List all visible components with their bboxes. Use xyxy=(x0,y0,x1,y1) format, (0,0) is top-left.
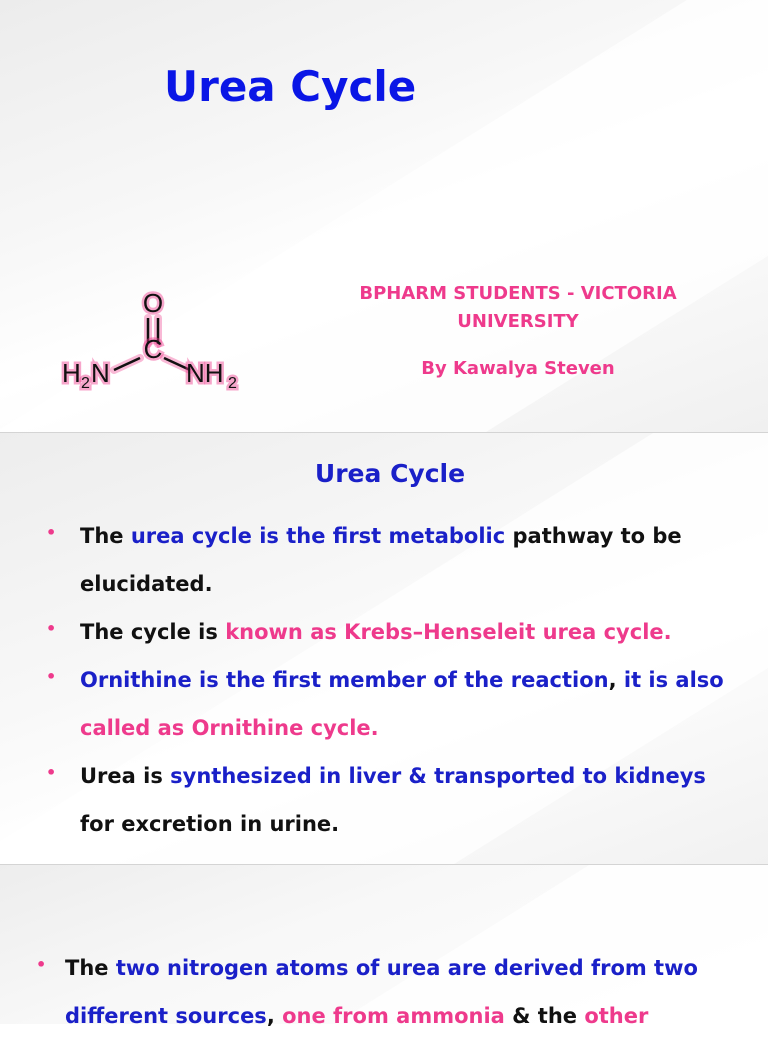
highlight-text: one from ammonia xyxy=(282,1004,505,1028)
urea-structure-diagram xyxy=(52,288,252,400)
slide-divider xyxy=(0,864,768,865)
text-run: The cycle is xyxy=(80,620,226,644)
highlight-text: other xyxy=(584,1004,649,1028)
text-run: , xyxy=(266,1004,283,1028)
institution-line-2: UNIVERSITY xyxy=(457,311,579,332)
slide-1 xyxy=(0,0,768,432)
highlight-text: Ornithine is the first member of the reaction xyxy=(80,668,609,692)
bullet-dot: • xyxy=(46,523,57,542)
text-run: Urea is xyxy=(80,764,171,788)
left-h-label: H xyxy=(62,358,81,388)
right-nh-label: NH xyxy=(186,358,224,388)
text-run: . xyxy=(331,812,340,836)
text-run: The xyxy=(80,524,131,548)
highlight-text: urea cycle is the first metabolic xyxy=(130,524,506,548)
bullet-dot: • xyxy=(46,667,57,686)
bullet-dot: • xyxy=(46,619,57,638)
list-item xyxy=(30,944,750,1040)
right-subscript: 2 xyxy=(228,375,237,392)
highlight-text: called as Ornithine cycle xyxy=(80,716,371,740)
highlight-text: it is also xyxy=(623,668,724,692)
text-run: . xyxy=(204,572,213,596)
left-subscript: 2 xyxy=(81,375,90,392)
highlight-text: two nitrogen atoms of urea are derived from two different sources xyxy=(65,956,698,1028)
text-run: & the xyxy=(504,1004,585,1028)
list-item xyxy=(40,752,730,848)
text-run: The xyxy=(65,956,116,980)
text-run: . xyxy=(663,620,672,644)
highlight-text: synthesized in liver & transported to kidneys xyxy=(170,764,706,788)
left-n-label: N xyxy=(91,358,110,388)
author-name: By Kawalya Steven xyxy=(421,358,615,379)
text-run: pathway to be elucidated xyxy=(80,524,682,596)
text-run: , xyxy=(608,668,624,692)
carbon-atom-label: C xyxy=(143,334,163,364)
bullet-dot: • xyxy=(36,955,47,974)
oxygen-atom-label: O xyxy=(142,288,164,318)
list-item xyxy=(40,608,730,656)
bullet-list xyxy=(40,512,730,848)
institution-line-1: BPHARM STUDENTS - VICTORIA xyxy=(359,283,677,304)
slide-divider xyxy=(0,432,768,433)
author-block xyxy=(318,280,718,379)
text-run: for excretion in urine xyxy=(80,812,332,836)
highlight-text: known as Krebs–Henseleit urea cycle xyxy=(225,620,664,644)
bullet-list xyxy=(30,944,750,1040)
slide-2-title: Urea Cycle xyxy=(314,459,466,488)
text-run: . xyxy=(370,716,379,740)
bullet-dot: • xyxy=(46,763,57,782)
list-item xyxy=(40,656,730,752)
list-item xyxy=(40,512,730,608)
slide-title: Urea Cycle xyxy=(164,62,417,111)
